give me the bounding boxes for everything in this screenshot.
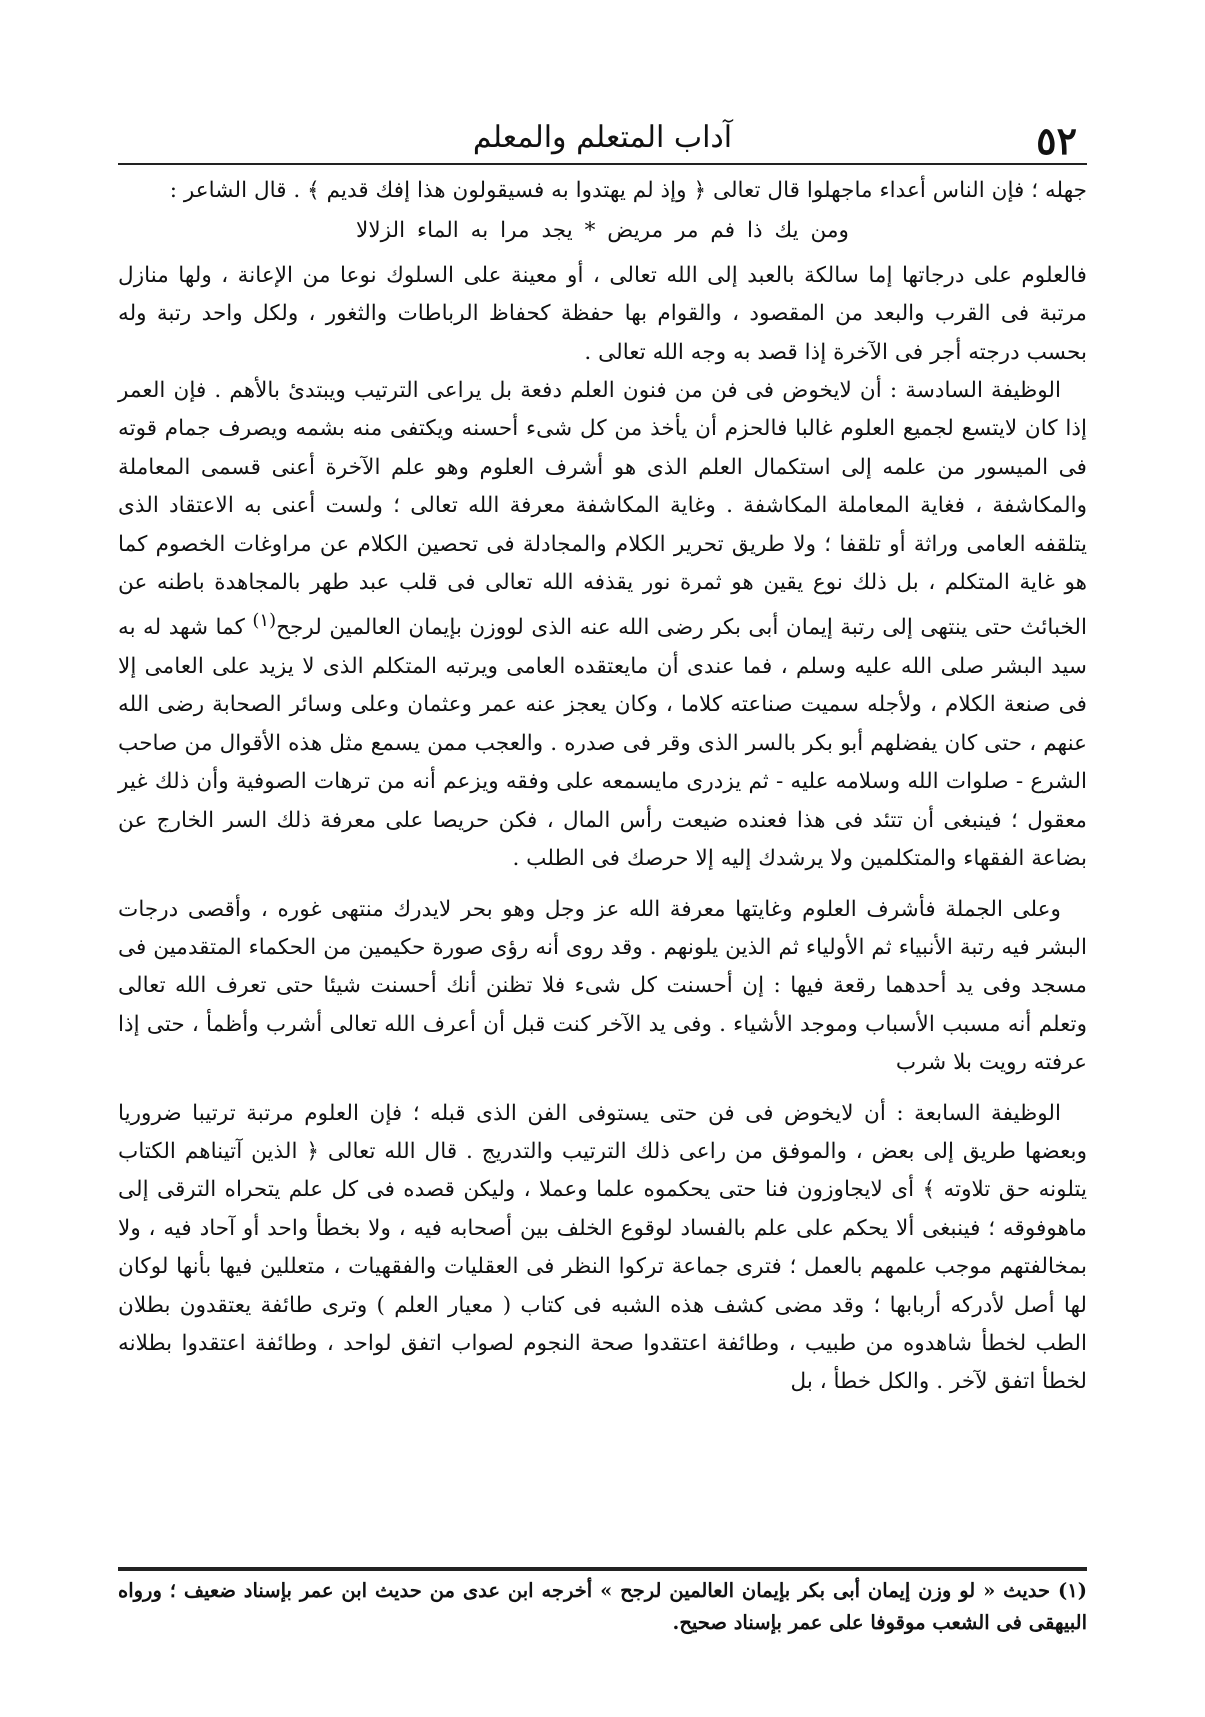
paragraph-levels-of-knowledge: فالعلوم على درجاتها إما سالكة بالعبد إلى الله تعالى ، أو معينة على السلوك نوعا من الإعانة ، ولها منازل مرتبة فى القرب والبعد من المقصود ، والقوام بها حفظة كحفاظ الرباطات والثغور ، ولكل واحد رتبة وله بحسب درجته أجر فى الآخرة إذا قصد به وجه الله تعالى .: [118, 262, 1087, 365]
paragraph-text: الوظيفة السادسة : أن لايخوض فى فن من فنون العلم دفعة بل يراعى الترتيب ويبتدئ بالأهم . فإن العمر إذا كان لايتسع لجميع العلوم غالبا فالحزم أن يأخذ من كل شىء أحسنه ويكتفى منه بشمه ويصرف جمام قوته فى الميسور من علمه إلى استكمال العلم الذى هو أشرف العلوم وهو علم الآخرة أعنى قسمى المعاملة والمكاشفة ، فغاية المعاملة المكاشفة . وغاية المكاشفة معرفة الله تعالى ؛ ولست أعنى به الاعتقاد الذى يتلقفه العامى وراثة أو تلقفا ؛ ولا طريق تحرير الكلام والمجادلة فى تحصين الكلام عن مراوغات الخصوم كما هو غاية المتكلم ، بل ذلك نوع يقين هو ثمرة نور يقذفه الله تعالى فى قلب عبد طهر بالمجاهدة باطنه عن الخبائث حتى ينتهى إلى رتبة إيمان أبى بكر رضى الله عنه الذى لووزن بإيمان العالمين لرجح: [118, 378, 1087, 641]
footnote-divider: [118, 1567, 1087, 1571]
poetry-verse: ومن يك ذا فم مر مريض * يجد مرا به الماء الزلالا: [356, 218, 849, 244]
footnote: [118, 1575, 1087, 1639]
running-header: [118, 112, 1087, 164]
running-title: آداب المتعلم والمعلم: [472, 120, 733, 155]
header-divider: [118, 163, 1087, 165]
paragraph-knowledge-of-god: وعلى الجملة فأشرف العلوم وغايتها معرفة الله عز وجل وهو بحر لايدرك منتهى غوره ، وأقصى درجات البشر فيه رتبة الأنبياء ثم الأولياء ثم الذين يلونهم . وقد روى أنه رؤى صورة حكيمين من الحكماء المتقدمين فى مسجد وفى يد أحدهما رقعة فيها : إن أحسنت كل شىء فلا تظنن أنك أحسنت شيئا حتى تعرف الله تعالى وتعلم أنه مسبب الأسباب وموجد الأشياء . وفى يد الآخر كنت قبل أن أعرف الله تعالى أشرب وأظمأ ، حتى إذا عرفته رويت بلا شرب: [118, 896, 1087, 1076]
page-number: ٥٢: [1036, 118, 1077, 163]
paragraph-sixth-duty: [118, 372, 1087, 878]
paragraph-text-continued: كما شهد له به سيد البشر صلى الله عليه وسلم ، فما عندى أن مايعتقده العامى ويرتبه المتكلم الذى لا يزيد على العامى إلا فى صنعة الكلام ، ولأجله سميت صناعته كلاما ، وكان يعجز عنه عمر وعثمان وعلى وسائر الصحابة رضى الله عنهم ، حتى كان يفضلهم أبو بكر بالسر الذى وقر فى صدره . والعجب ممن يسمع مثل هذه الأقوال من صاحب الشرع - صلوات الله وسلامه عليه - ثم يزدرى مايسمعه على وفقه ويزعم أنه من ترهات الصوفية وأن ذلك غير معقول ؛ فينبغى أن تتئد فى هذا فعنده ضيعت رأس المال ، فكن حريصا على معرفة ذلك السر الخارج عن بضاعة الفقهاء والمتكلمين ولا يرشدك إليه إلا حرصك فى الطلب .: [118, 615, 1087, 872]
footnote-marker: (١): [1058, 1579, 1087, 1602]
main-text: [118, 172, 1087, 1402]
intro-line: جهله ؛ فإن الناس أعداء ماجهلوا قال تعالى ﴿ وإذ لم يهتدوا به فسيقولون هذا إفك قديم ﴾ . قال الشاعر :: [169, 178, 1087, 203]
footnote-reference[interactable]: (١): [252, 610, 277, 632]
paragraph-seventh-duty: الوظيفة السابعة : أن لايخوض فى فن حتى يستوفى الفن الذى قبله ؛ فإن العلوم مرتبة ترتيبا ضروريا وبعضها طريق إلى بعض ، والموفق من راعى ذلك الترتيب والتدريج . قال الله تعالى ﴿ الذين آتيناهم الكتاب يتلونه حق تلاوته ﴾ أى لايجاوزون فنا حتى يحكموه علما وعملا ، وليكن قصده فى كل علم يتحراه الترقى إلى ماهوفوقه ؛ فينبغى ألا يحكم على علم بالفساد لوقوع الخلف بين أصحابه فيه ، ولا بخطأ واحد أو آحاد فيه ، ولا بمخالفتهم موجب علمهم بالعمل ؛ فترى جماعة تركوا النظر فى العقليات والفقهيات ، متعللين فيها بأنها لوكان لها أصل لأدركه أربابها ؛ وقد مضى كشف هذه الشبه فى كتاب ( معيار العلم ) وترى طائفة يعتقدون بطلان الطب لخطأ شاهدوه من طبيب ، وطائفة اعتقدوا صحة النجوم لصواب اتفق لواحد ، وطائفة اعتقدوا بطلانه لخطأ اتفق لآخر . والكل خطأ ، بل: [118, 1100, 1087, 1395]
footnote-text: حديث « لو وزن إيمان أبى بكر بإيمان العالمين لرجح » أخرجه ابن عدى من حديث ابن عمر بإسناد ضعيف ؛ ورواه البيهقى فى الشعب موقوفا على عمر بإسناد صحيح.: [118, 1579, 1087, 1634]
